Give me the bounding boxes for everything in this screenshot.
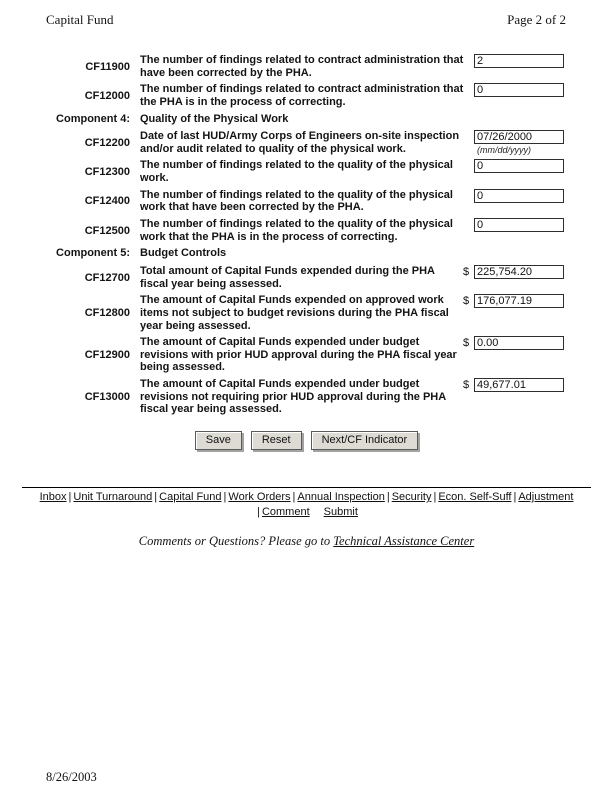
nav-link-adjustment[interactable]: Adjustment (518, 491, 574, 504)
capital-fund-form (46, 54, 575, 416)
field-id: CF12300 (84, 166, 130, 179)
nav-link-comment[interactable]: Comment (261, 505, 310, 518)
field-input-wrap (474, 218, 575, 232)
field-label: The number of findings related to contract administration that the PHA is in the process of correcting. (140, 83, 464, 108)
separator: | (68, 491, 72, 504)
help-line (0, 534, 613, 549)
field-input-wrap (463, 265, 575, 279)
section-title: Quality of the Physical Work (140, 112, 289, 125)
form-row-cf12900 (46, 336, 575, 374)
section-id: Component 4: (56, 112, 130, 125)
cf12400-input[interactable] (474, 189, 564, 203)
field-id: CF11900 (85, 60, 130, 73)
form-row-cf11900 (46, 54, 575, 79)
section-component-4 (46, 113, 575, 126)
field-id: CF12900 (84, 349, 130, 362)
form-row-cf12700 (46, 265, 575, 290)
footer-nav (0, 491, 613, 520)
field-label: Date of last HUD/Army Corps of Engineers on-site inspection and/or audit related to quality of the physical work. (140, 130, 460, 155)
field-input-wrap (474, 189, 575, 203)
section-component-5 (46, 247, 575, 260)
field-id: CF13000 (84, 391, 130, 404)
field-input-wrap (474, 83, 575, 97)
field-input-wrap (463, 378, 575, 392)
nav-link-inbox[interactable]: Inbox (39, 491, 67, 504)
dollar-sign: $ (463, 265, 470, 278)
section-title: Budget Controls (140, 247, 227, 260)
nav-link-work-orders[interactable]: Work Orders (228, 491, 291, 504)
cf12900-input[interactable] (474, 336, 564, 350)
field-input-wrap (463, 336, 575, 350)
field-label: The number of findings related to contract administration that have been corrected by the PHA. (140, 54, 464, 79)
separator: | (223, 491, 227, 504)
field-id: CF12700 (84, 271, 130, 284)
footer-divider (22, 487, 591, 488)
field-id: CF12200 (84, 136, 130, 149)
form-row-cf13000 (46, 378, 575, 416)
separator: | (154, 491, 158, 504)
footer-nav-line-1 (0, 491, 613, 505)
field-label: The amount of Capital Funds expended under budget revisions not requiring prior HUD approval during the PHA fiscal year being assessed. (140, 378, 446, 416)
footer-date: 8/26/2003 (46, 770, 97, 784)
dollar-sign: $ (463, 379, 470, 392)
nav-link-econ-self-suff[interactable]: Econ. Self-Suff (438, 491, 512, 504)
page-title: Capital Fund (46, 12, 114, 27)
cf12000-input[interactable] (474, 83, 564, 97)
cf12300-input[interactable] (474, 159, 564, 173)
page-header (0, 0, 613, 28)
field-label: The number of findings related to the quality of the physical work. (140, 159, 453, 185)
submit-link[interactable]: Submit (323, 505, 358, 518)
field-label: The amount of Capital Funds expended on approved work items not subject to budget revisions during the PHA fiscal year being assessed. (140, 294, 449, 332)
nav-link-security[interactable]: Security (391, 491, 432, 504)
field-label: The number of findings related to the quality of the physical work that have been corrected by the PHA. (140, 188, 453, 214)
field-id: CF12400 (84, 195, 130, 208)
cf12700-input[interactable] (474, 265, 564, 279)
field-label: Total amount of Capital Funds expended during the PHA fiscal year being assessed. (140, 264, 435, 290)
dollar-sign: $ (463, 337, 470, 350)
field-input-wrap (474, 159, 575, 173)
form-row-cf12000 (46, 83, 575, 108)
cf11900-input[interactable] (474, 54, 564, 68)
nav-link-capital-fund[interactable]: Capital Fund (159, 491, 222, 504)
page-number: Page 2 of 2 (507, 12, 566, 27)
save-button[interactable]: Save (195, 431, 242, 450)
cf13000-input[interactable] (474, 378, 564, 392)
cf12200-date-input[interactable] (474, 130, 564, 144)
field-id: CF12800 (84, 307, 130, 320)
section-id: Component 5: (56, 247, 130, 260)
field-id: CF12500 (84, 224, 130, 237)
field-label: The amount of Capital Funds expended under budget revisions with prior HUD approval during the PHA fiscal year being assessed. (140, 336, 457, 374)
next-cf-indicator-button[interactable]: Next/CF Indicator (311, 431, 419, 450)
field-label: The number of findings related to the quality of the physical work that the PHA is in the process of correcting. (140, 218, 453, 243)
cf12500-input[interactable] (474, 218, 564, 232)
field-input-wrap (474, 54, 575, 68)
footer-nav-line-2 (0, 506, 613, 520)
button-row (0, 431, 613, 450)
form-row-cf12400 (46, 189, 575, 214)
form-row-cf12200 (46, 130, 575, 155)
help-text: Comments or Questions? Please go to (138, 533, 331, 548)
date-format-hint: (mm/dd/yyyy) (477, 145, 531, 156)
field-input-wrap (474, 130, 575, 155)
cf12800-input[interactable] (474, 294, 564, 308)
form-row-cf12500 (46, 218, 575, 243)
separator: | (386, 491, 390, 504)
nav-link-annual-inspection[interactable]: Annual Inspection (297, 491, 385, 504)
reset-button[interactable]: Reset (251, 431, 302, 450)
dollar-sign: $ (463, 295, 470, 308)
separator: | (513, 491, 517, 504)
form-row-cf12800 (46, 294, 575, 332)
nav-link-unit-turnaround[interactable]: Unit Turnaround (73, 491, 153, 504)
technical-assistance-link[interactable]: Technical Assistance Center (333, 533, 475, 548)
separator: | (433, 491, 437, 504)
separator: | (257, 505, 260, 518)
field-id: CF12000 (84, 89, 130, 102)
field-input-wrap (463, 294, 575, 308)
form-row-cf12300 (46, 159, 575, 184)
separator: | (292, 491, 296, 504)
